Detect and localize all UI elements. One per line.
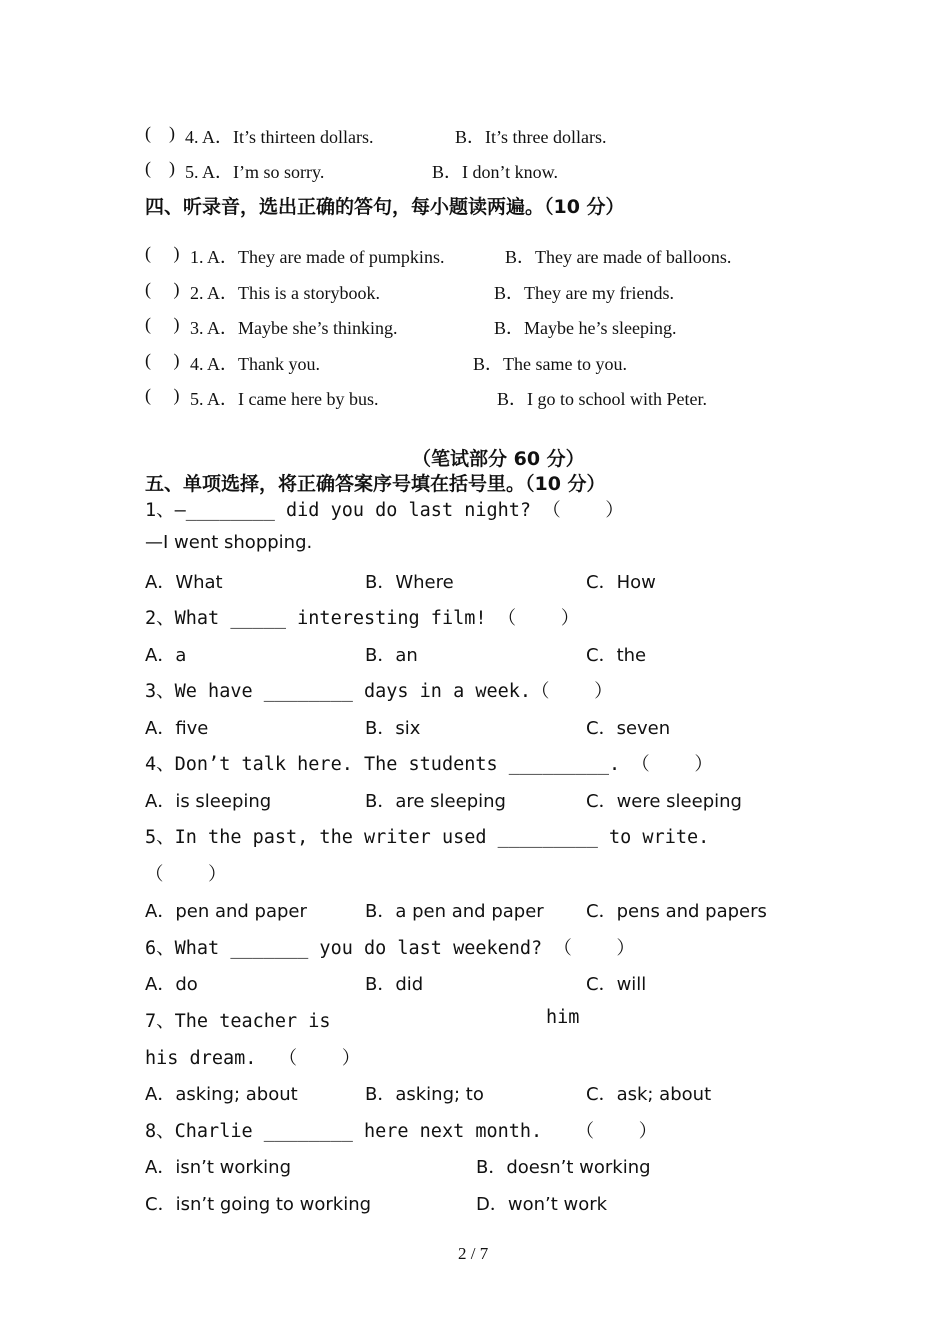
- s4-q4-option-a: 4. A．Thank you.: [190, 354, 320, 374]
- s4-q1-option-b: B．They are made of balloons.: [505, 247, 732, 267]
- s5-q2-option-b: B．an: [365, 645, 418, 666]
- s5-q7-option-b: B．asking; to: [365, 1084, 484, 1105]
- s5-q7-text: 7、The teacher is: [145, 1011, 331, 1032]
- s5-q5-option-b: B．a pen and paper: [365, 901, 544, 922]
- l3-q5-option-b: B．I don’t know.: [432, 162, 558, 182]
- s5-q7-text-continued: his dream. （ ）: [145, 1048, 361, 1069]
- s5-q1-answer: —I went shopping.: [145, 532, 313, 553]
- s4-q3-bracket: ( ): [145, 314, 180, 334]
- s5-q4-option-c: C．were sleeping: [586, 791, 742, 812]
- s5-q8-option-d: D．won’t work: [476, 1194, 608, 1215]
- page-number: 2 / 7: [458, 1244, 489, 1263]
- s5-q5-bracket: （ ）: [145, 864, 227, 885]
- s5-q7-option-c: C．ask; about: [586, 1084, 712, 1105]
- s5-q7-option-a: A．asking; about: [145, 1084, 298, 1105]
- s5-q2-option-a: A．a: [145, 645, 187, 666]
- s5-q1-option-c: C．How: [586, 572, 656, 593]
- s5-q6-option-a: A．do: [145, 974, 198, 995]
- s5-q8-option-b: B．doesn’t working: [476, 1157, 651, 1178]
- l3-q5-bracket: ( ): [145, 158, 175, 178]
- s4-q4-bracket: ( ): [145, 350, 180, 370]
- s4-q3-option-a: 3. A．Maybe she’s thinking.: [190, 318, 398, 338]
- written-part-heading: （笔试部分 60 分）: [412, 448, 585, 470]
- s5-q1-option-b: B．Where: [365, 572, 454, 593]
- s5-q8-option-a: A．isn’t working: [145, 1157, 291, 1178]
- s4-q2-option-b: B．They are my friends.: [494, 283, 674, 303]
- s4-q5-option-b: B．I go to school with Peter.: [497, 389, 707, 409]
- s5-q2-option-c: C．the: [586, 645, 647, 666]
- s5-q1-text: 1、—________ did you do last night? （ ）: [145, 500, 624, 521]
- l3-q5-option-a: 5. A．I’m so sorry.: [185, 162, 325, 182]
- s5-q3-option-c: C．seven: [586, 718, 671, 739]
- s5-q5-option-c: C．pens and papers: [586, 901, 767, 922]
- s5-q1-option-a: A．What: [145, 572, 223, 593]
- s5-q5-text: 5、In the past, the writer used _________ to write.: [145, 827, 710, 848]
- s5-q4-option-a: A．is sleeping: [145, 791, 272, 812]
- l3-q4-option-a: 4. A．It’s thirteen dollars.: [185, 127, 374, 147]
- s5-q4-text: 4、Don’t talk here. The students _________. （ ）: [145, 754, 713, 775]
- s5-q8-option-c: C．isn’t going to working: [145, 1194, 372, 1215]
- s5-q8-text: 8、Charlie ________ here next month. （ ）: [145, 1121, 658, 1142]
- section4-title: 四、听录音，选出正确的答句，每小题读两遍。（10 分）: [145, 196, 625, 218]
- s5-q4-option-b: B．are sleeping: [365, 791, 506, 812]
- s4-q2-bracket: ( ): [145, 279, 180, 299]
- s4-q3-option-b: B．Maybe he’s sleeping.: [494, 318, 677, 338]
- s4-q5-option-a: 5. A．I came here by bus.: [190, 389, 379, 409]
- s4-q1-bracket: ( ): [145, 243, 180, 263]
- s5-q7-text-mid: him: [546, 1007, 580, 1028]
- section5-title: 五、单项选择，将正确答案序号填在括号里。（10 分）: [145, 473, 606, 495]
- s4-q5-bracket: ( ): [145, 385, 180, 405]
- s5-q3-option-a: A．five: [145, 718, 209, 739]
- s5-q2-text: 2、What _____ interesting film! （ ）: [145, 608, 580, 629]
- s4-q4-option-b: B．The same to you.: [473, 354, 627, 374]
- l3-q4-bracket: ( ): [145, 123, 175, 143]
- s5-q6-option-c: C．will: [586, 974, 647, 995]
- s5-q3-option-b: B．six: [365, 718, 421, 739]
- s5-q6-text: 6、What _______ you do last weekend? （ ）: [145, 938, 635, 959]
- l3-q4-option-b: B．It’s three dollars.: [455, 127, 607, 147]
- s4-q1-option-a: 1. A．They are made of pumpkins.: [190, 247, 445, 267]
- s4-q2-option-a: 2. A．This is a storybook.: [190, 283, 381, 303]
- s5-q6-option-b: B．did: [365, 974, 424, 995]
- s5-q5-option-a: A．pen and paper: [145, 901, 307, 922]
- s5-q3-text: 3、We have ________ days in a week.（ ）: [145, 681, 613, 702]
